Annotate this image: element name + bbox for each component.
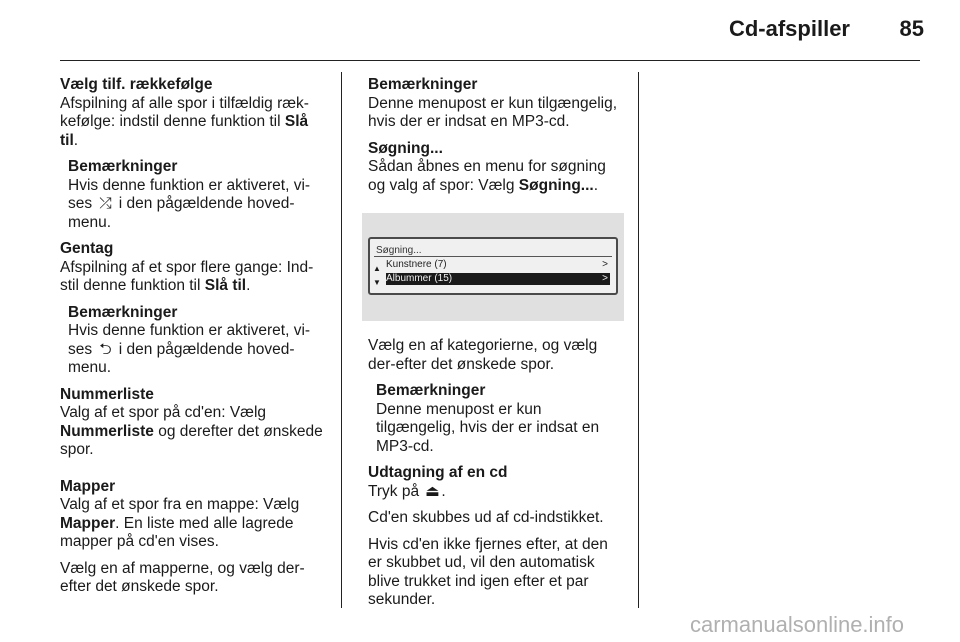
- search-heading: Søgning...: [368, 139, 443, 157]
- note-mp3: Bemærkninger Denne menupost er kun tilgængelig, hvis der er indsat en MP3-cd.: [368, 76, 624, 132]
- header-rule: [60, 60, 920, 61]
- arrow-down-icon: ▼: [373, 278, 381, 287]
- left-column: [60, 76, 326, 605]
- page-number: 85: [899, 16, 924, 41]
- display-row-artists[interactable]: Kunstnere (7) >: [386, 259, 608, 270]
- search-section: Søgning... Sådan åbnes en menu for søgning og valg af spor: Vælg Søgning....: [368, 140, 624, 196]
- column-divider-right: [638, 72, 639, 608]
- right-column: [368, 76, 624, 618]
- shuffle-heading: Vælg tilf. rækkefølge: [60, 76, 213, 93]
- infotainment-display: [368, 237, 618, 295]
- eject-text2: Cd'en skubbes ud af cd-indstikket.: [368, 509, 604, 526]
- repeat-icon: ⮌: [99, 340, 112, 358]
- note-shuffle: Bemærkninger Hvis denne funktion er aktiveret, vi-ses ⤮ i den pågældende hoved-menu.: [68, 158, 326, 232]
- select-category-text: Vælg en af kategorierne, og vælg der-efter det ønskede spor.: [368, 337, 598, 373]
- eject-section: Udtagning af en cd Tryk på ⏏ .: [368, 464, 624, 501]
- eject-heading: Udtagning af en cd: [368, 464, 508, 481]
- display-divider: [374, 256, 612, 257]
- tracklist-setting: Nummerliste: [60, 422, 154, 440]
- folders-section: Mapper Valg af et spor fra en mappe: Vælg Mapper. En liste med alle lagrede mapper på cd'en vises.: [60, 478, 326, 552]
- chevron-right-icon: >: [602, 259, 608, 270]
- note-repeat: Bemærkninger Hvis denne funktion er aktiveret, vi-ses ⮌ i den pågældende hoved-menu.: [68, 304, 326, 378]
- page-title: Cd-afspiller: [728, 16, 850, 41]
- note-mp3-2: Bemærkninger Denne menupost er kun tilgængelig, hvis der er indsat en MP3-cd.: [376, 382, 624, 456]
- folders-setting: Mapper: [60, 514, 116, 532]
- search-setting: Søgning...: [518, 176, 594, 194]
- display-row-albums[interactable]: Albummer (15) >: [386, 273, 608, 284]
- chevron-right-icon: >: [602, 273, 608, 284]
- display-screenshot: [362, 213, 624, 321]
- display-title: Søgning...: [376, 245, 422, 256]
- folders-heading: Mapper: [60, 477, 116, 495]
- repeat-setting: Slå til: [204, 277, 247, 294]
- note-heading: Bemærkninger: [68, 303, 178, 321]
- note-heading: Bemærkninger: [368, 76, 478, 93]
- shuffle-section: Vælg tilf. rækkefølge Afspilning af alle spor i tilfældig ræk-kefølge: indstil denne funktion til Slå til.: [60, 76, 326, 150]
- arrow-up-icon: ▲: [373, 264, 381, 273]
- note-heading: Bemærkninger: [376, 382, 486, 399]
- shuffle-icon: ⤮: [99, 195, 112, 212]
- watermark: carmanualsonline.info: [690, 612, 905, 637]
- shuffle-setting: Slå til: [60, 113, 309, 149]
- folders-text2: Vælg en af mapperne, og vælg der-efter det ønskede spor.: [60, 559, 305, 595]
- repeat-section: Gentag Afspilning af et spor flere gange: Ind-stil denne funktion til Slå til.: [60, 240, 326, 296]
- eject-text3: Hvis cd'en ikke fjernes efter, at den er skubbet ud, vil den automatisk blive trukket ind igen efter et par sekunder.: [368, 535, 608, 608]
- eject-icon: ⏏: [425, 482, 440, 500]
- tracklist-heading: Nummerliste: [60, 385, 154, 403]
- column-divider-left: [341, 72, 342, 608]
- repeat-heading: Gentag: [60, 240, 114, 257]
- tracklist-section: Nummerliste Valg af et spor på cd'en: Vælg Nummerliste og derefter det ønskede spor.: [60, 386, 326, 460]
- note-heading: Bemærkninger: [68, 158, 178, 175]
- shuffle-text: Afspilning af alle spor i tilfældig ræk-kefølge: indstil denne funktion til: [60, 94, 309, 130]
